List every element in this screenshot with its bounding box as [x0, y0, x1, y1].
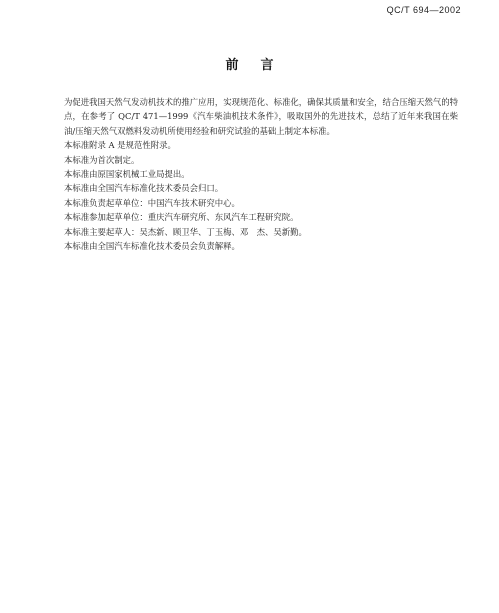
foreword-paragraph: 本标准为首次制定。 — [64, 154, 140, 165]
foreword-paragraph: 本标准由全国汽车标准化技术委员会归口。 — [64, 183, 224, 194]
foreword-body — [64, 95, 458, 253]
standard-number: QC/T 694—2002 — [386, 5, 461, 15]
foreword-paragraph: 本标准由全国汽车标准化技术委员会负责解释。 — [64, 241, 240, 252]
foreword-paragraph: 本标准主要起草人：吴杰新、顾卫华、丁玉梅、邓 杰、吴新勤。 — [64, 226, 307, 237]
foreword-paragraph: 本标准附录 A 是规范性附录。 — [64, 140, 176, 151]
foreword-paragraph: 本标准参加起草单位：重庆汽车研究所、东风汽车工程研究院。 — [64, 212, 299, 223]
foreword-paragraph: 本标准由原国家机械工业局提出。 — [64, 169, 190, 180]
foreword-paragraph: 为促进我国天然气发动机技术的推广应用，实现规范化、标准化，确保其质量和安全，结合压缩天然气的特点，在参考了 QC/T 471—1999《汽车柴油机技术条件》，吸取国外的先进技术，总结了近年来我国在柴油/压缩天然气双燃料发动机所使用经验和研究试验的基础上制定本标准。 — [64, 97, 458, 136]
page-title: 前言 — [225, 58, 296, 73]
foreword-paragraph: 本标准负责起草单位：中国汽车技术研究中心。 — [64, 197, 240, 208]
